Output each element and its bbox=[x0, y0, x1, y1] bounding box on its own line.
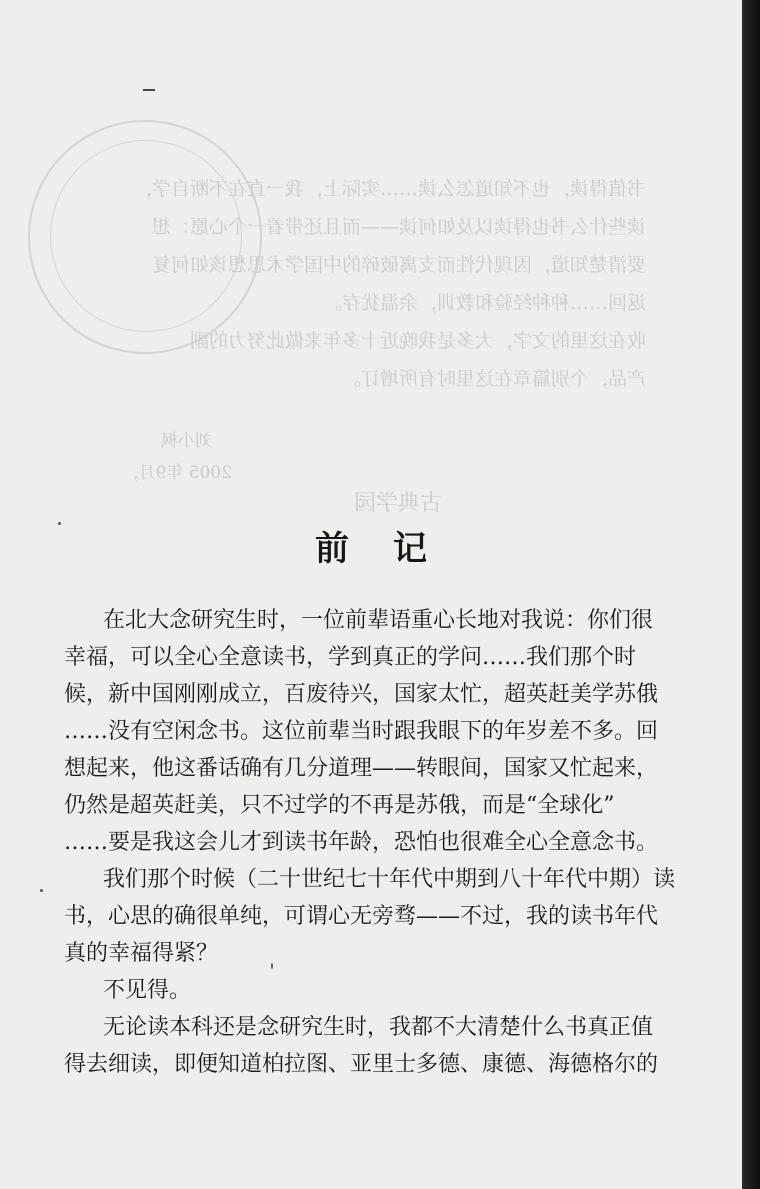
bleed-line: 刘小枫 bbox=[161, 431, 212, 451]
ink-speck bbox=[40, 889, 43, 892]
text-line: 在北大念研究生时，一位前辈语重心长地对我说：你们很 bbox=[103, 608, 654, 633]
bleed-line: 收在这里的文字，大多是我晚近十多年来做此努力的副 bbox=[189, 330, 646, 352]
bleed-line: 要清楚知道，因现代性而支离破碎的中国学术思想该如何复 bbox=[151, 254, 646, 276]
text-line: 想起来，他这番话确有几分道理——转眼间，国家又忙起来， bbox=[64, 756, 659, 781]
ink-mark bbox=[143, 89, 155, 91]
bleed-line: 读些什么书也得读以及如何读——而且还带着一个心愿：想 bbox=[151, 216, 646, 238]
ink-speck bbox=[271, 963, 273, 969]
bleed-line: 产品，个别篇章在这里时有所增订。 bbox=[341, 368, 646, 390]
bleed-line: 返回……种种经验和教训，余温犹存。 bbox=[322, 292, 646, 314]
bleed-line: 2005 年9月， bbox=[121, 463, 232, 483]
text-line: 书，心思的确很单纯，可谓心无旁骛——不过，我的读书年代 bbox=[64, 904, 659, 929]
text-line: 幸福，可以全心全意读书，学到真正的学问……我们那个时 bbox=[64, 645, 637, 670]
page-title: 前记 bbox=[315, 529, 471, 569]
text-line: 无论读本科还是念研究生时，我都不大清楚什么书真正值 bbox=[103, 1015, 654, 1040]
text-line: 我们那个时候（二十世纪七十年代中期到八十年代中期）读 bbox=[103, 867, 676, 892]
bleed-through-text bbox=[0, 0, 742, 520]
text-line: 得去细读，即便知道柏拉图、亚里士多德、康德、海德格尔的 bbox=[64, 1052, 659, 1077]
bleed-line: 古典学园 bbox=[353, 491, 442, 516]
text-line: 不见得。 bbox=[103, 978, 192, 1003]
page-edge bbox=[742, 0, 760, 1189]
text-line: 真的幸福得紧？ bbox=[64, 941, 219, 966]
text-line: ……要是我这会儿才到读书年龄，恐怕也很难全心全意念书。 bbox=[64, 830, 659, 855]
text-line: 候，新中国刚刚成立，百废待兴，国家太忙，超英赶美学苏俄 bbox=[64, 682, 659, 707]
text-line: ……没有空闲念书。这位前辈当时跟我眼下的年岁差不多。回 bbox=[64, 719, 659, 744]
text-line: 仍然是超英赶美，只不过学的不再是苏俄，而是“全球化” bbox=[64, 793, 615, 818]
bleed-line: 书值得读，也不知道怎么读……实际上，我一直在不断自学， bbox=[132, 178, 646, 200]
